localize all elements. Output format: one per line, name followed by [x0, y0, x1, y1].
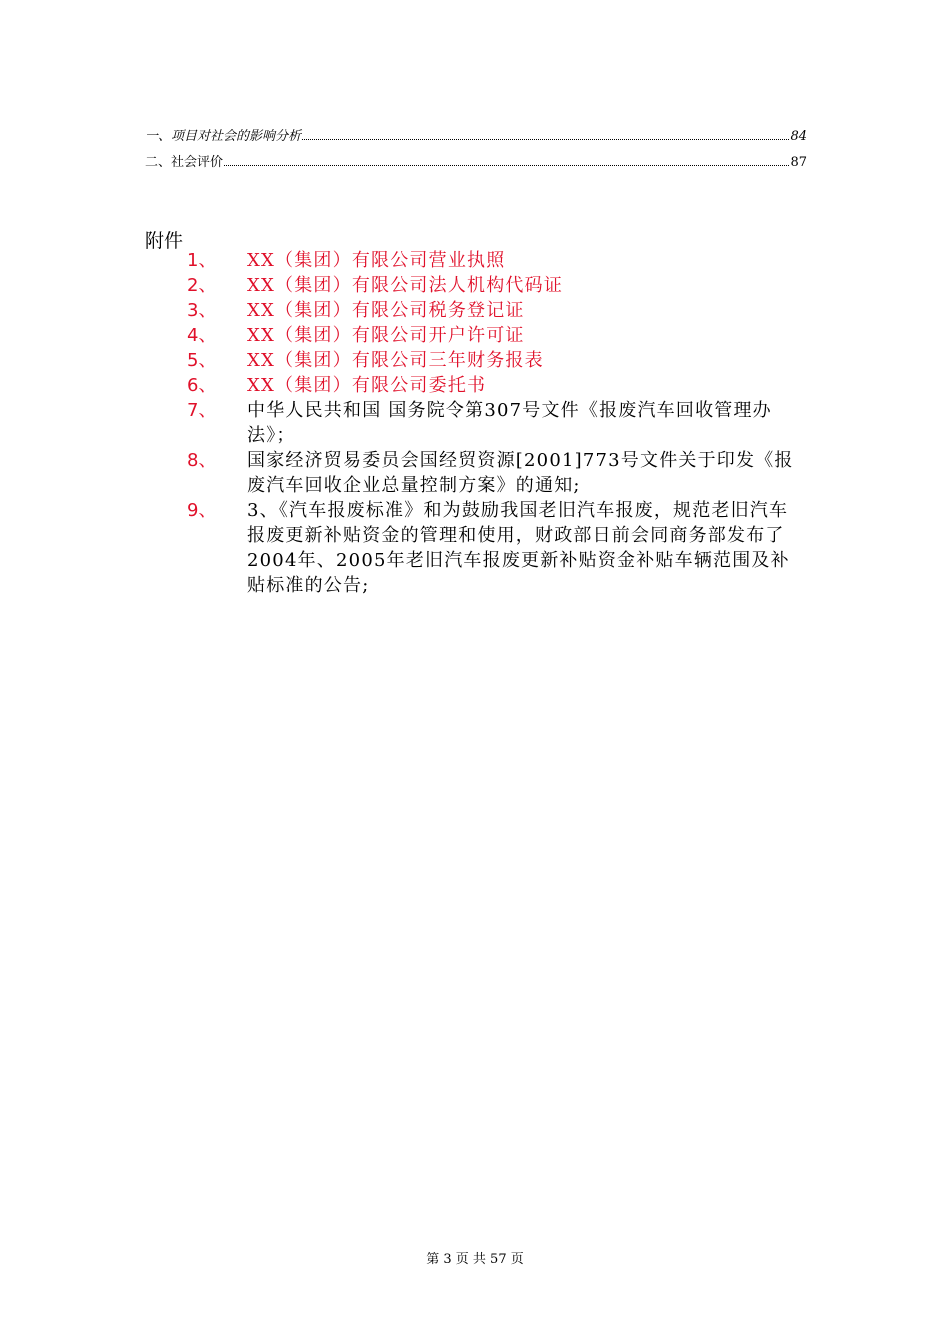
list-item-text: XX（集团）有限公司三年财务报表: [247, 350, 544, 371]
toc-entry-page: 84: [790, 129, 807, 144]
list-item-number: 4、: [187, 325, 217, 346]
list-item-number: 2、: [187, 275, 217, 296]
toc-entry-label: 二、社会评价: [145, 155, 224, 170]
list-item-number: 8、: [187, 450, 217, 471]
list-item-number: 3、: [187, 300, 217, 321]
list-item-number: 1、: [187, 250, 217, 271]
toc-entry-page: 87: [790, 155, 807, 170]
list-item-number: 6、: [187, 375, 217, 396]
list-item-text: 3、《汽车报废标准》和为鼓励我国老旧汽车报废，规范老旧汽车报废更新补贴资金的管理和使用，财政部日前会同商务部发布了2004年、2005年老旧汽车报废更新补贴资金补贴车辆范围及补贴标准的公告;: [247, 500, 790, 596]
toc-leader-dots: [302, 138, 789, 140]
list-item-text: XX（集团）有限公司委托书: [247, 375, 487, 396]
toc-leader-dots: [224, 164, 789, 166]
toc-entry-social-evaluation[interactable]: [145, 152, 807, 170]
page-footer: 第 3 页 共 57 页: [426, 1252, 524, 1267]
list-item-text: XX（集团）有限公司法人机构代码证: [247, 275, 564, 296]
list-item-text: XX（集团）有限公司营业执照: [247, 250, 506, 271]
attachments-heading: 附件: [145, 230, 184, 252]
list-item-number: 9、: [187, 500, 217, 521]
list-item-number: 5、: [187, 350, 217, 371]
list-item-number: 7、: [187, 400, 217, 421]
toc-entry-label: 一、项目对社会的影响分析: [145, 129, 302, 144]
list-item-text: 中华人民共和国 国务院令第307号文件《报废汽车回收管理办法》；: [247, 400, 772, 446]
list-item-text: XX（集团）有限公司开户许可证: [247, 325, 525, 346]
list-item-text: XX（集团）有限公司税务登记证: [247, 300, 525, 321]
list-item-text: 国家经济贸易委员会国经贸资源[2001]773号文件关于印发《报废汽车回收企业总量控制方案》的通知;: [247, 450, 794, 496]
toc-entry-social-impact[interactable]: [145, 126, 807, 144]
